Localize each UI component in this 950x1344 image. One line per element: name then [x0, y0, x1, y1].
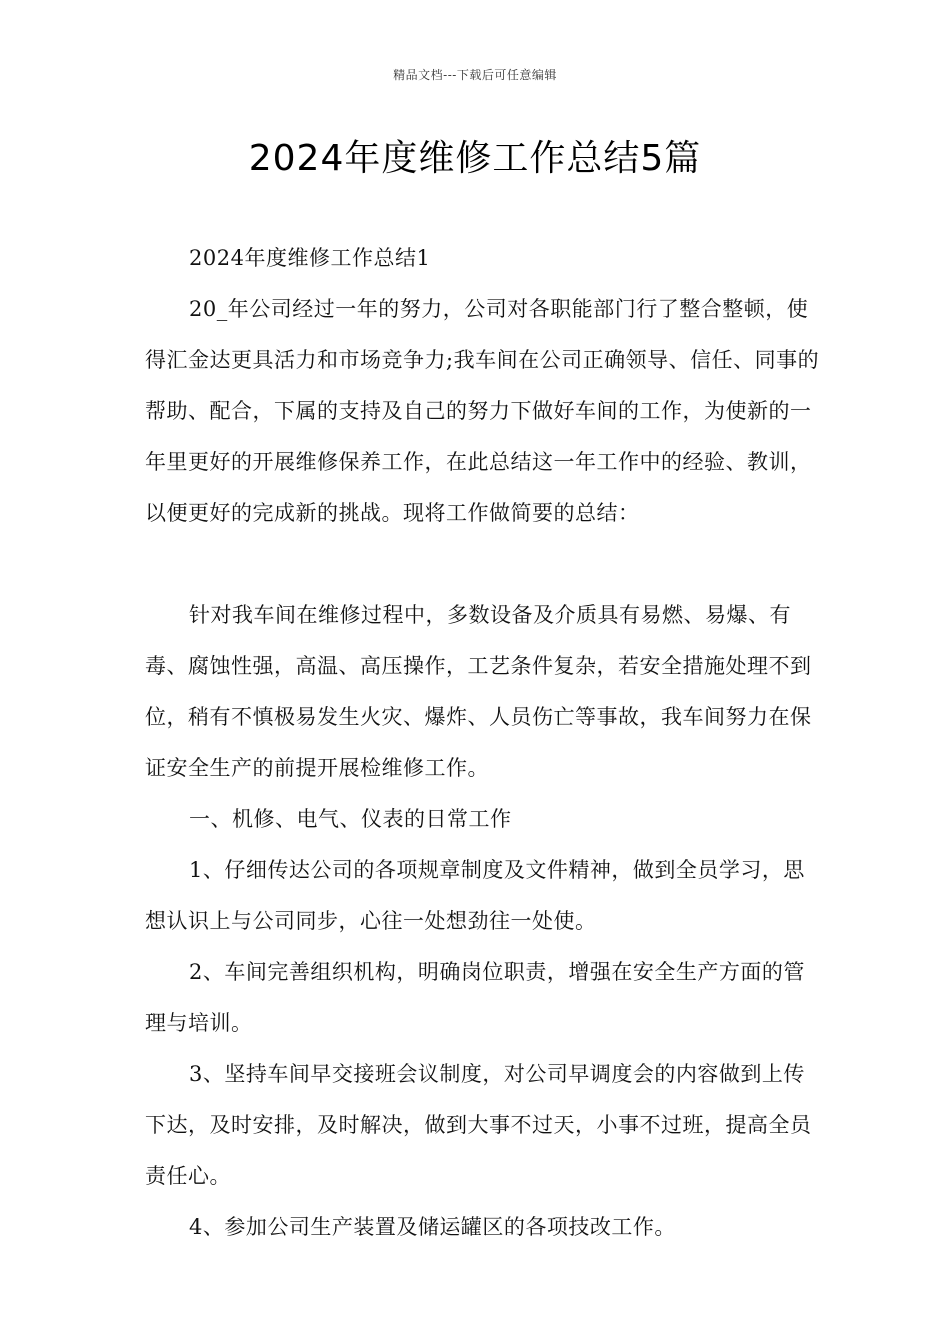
list-item-1: 1、仔细传达公司的各项规章制度及文件精神，做到全员学习，思想认识上与公司同步，心往一处想劲往一处使。 [145, 858, 805, 933]
paragraph-intro: 20_年公司经过一年的努力，公司对各职能部门行了整合整顿，使得汇金达更具活力和市场竞争力;我车间在公司正确领导、信任、同事的帮助、配合，下属的支持及自己的努力下做好车间的工作，为使新的一年里更好的开展维修保养工作，在此总结这一年工作中的经验、教训，以便更好的完成新的挑战。现将工作做简要的总结： [145, 297, 820, 525]
subheading-daily-work: 一、机修、电气、仪表的日常工作 [189, 807, 512, 831]
paragraph-safety: 针对我车间在维修过程中，多数设备及介质具有易燃、易爆、有毒、腐蚀性强，高温、高压操作，工艺条件复杂，若安全措施处理不到位，稍有不慎极易发生火灾、爆炸、人员伤亡等事故，我车间努力在保证安全生产的前提开展检维修工作。 [145, 603, 812, 780]
section-heading: 2024年度维修工作总结1 [189, 246, 431, 270]
paragraph-spacer [145, 539, 825, 590]
document-title: 2024年度维修工作总结5篇 [248, 138, 702, 179]
document-body [145, 233, 825, 1253]
list-item-2: 2、车间完善组织机构，明确岗位职责，增强在安全生产方面的管理与培训。 [145, 960, 805, 1035]
list-item-4: 4、参加公司生产装置及储运罐区的各项技改工作。 [189, 1215, 676, 1239]
page-header: 精品文档---下载后可任意编辑 [393, 68, 557, 82]
list-item-3: 3、坚持车间早交接班会议制度，对公司早调度会的内容做到上传下达，及时安排，及时解决，做到大事不过天，小事不过班，提高全员责任心。 [145, 1062, 812, 1188]
